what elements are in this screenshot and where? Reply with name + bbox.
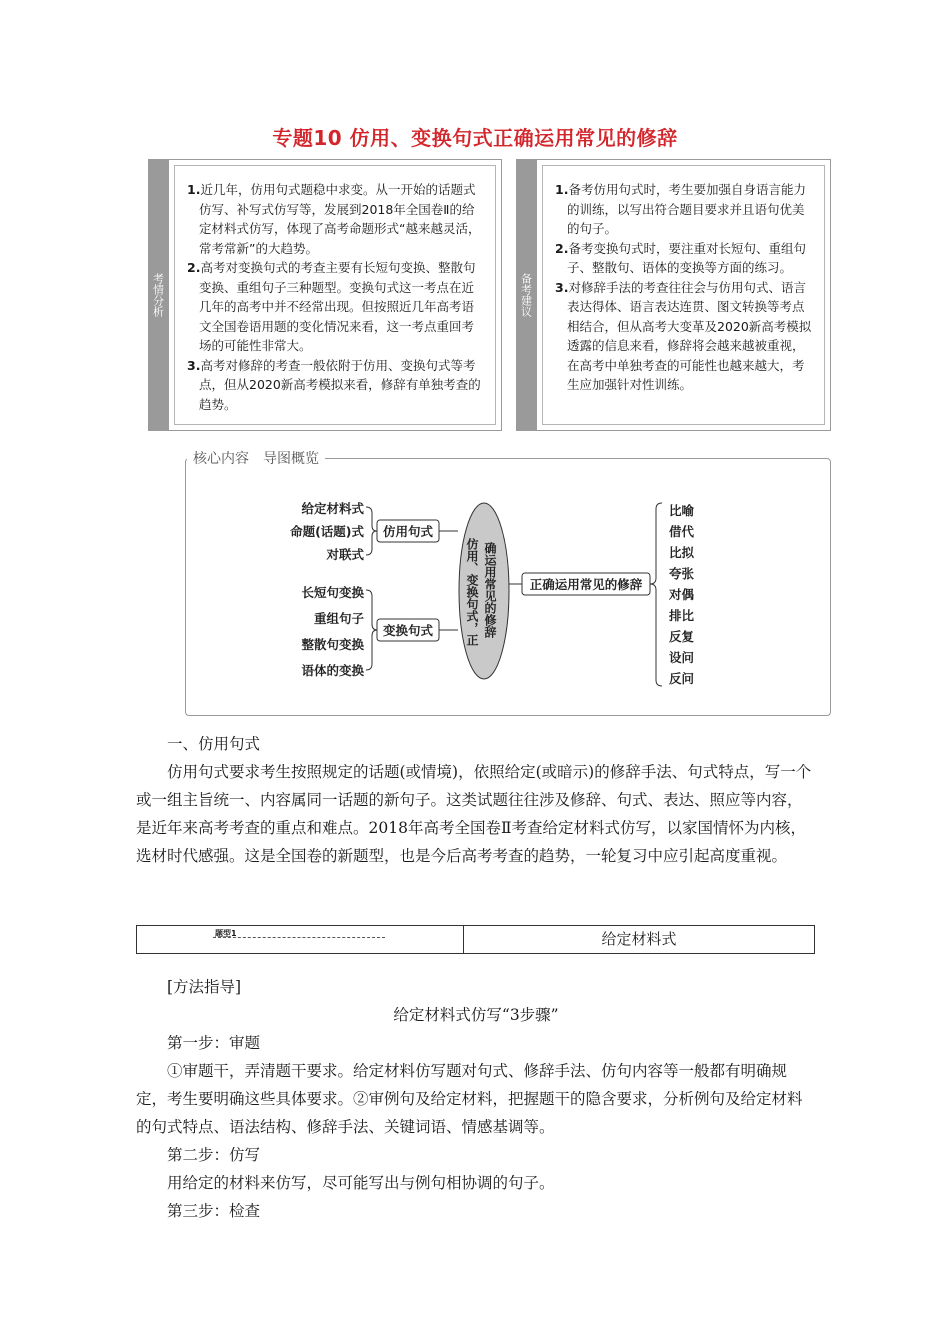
group2-item: 语体的变换 <box>301 663 364 678</box>
page-title: 专题10 仿用、变换句式正确运用常见的修辞 <box>272 126 678 150</box>
rhetoric-item: 排比 <box>669 608 695 623</box>
group2-label: 变换句式 <box>382 623 434 638</box>
group2-item: 整散句变换 <box>301 637 364 652</box>
group2-item: 长短句变换 <box>301 585 364 600</box>
rhetoric-item: 对偶 <box>669 587 695 602</box>
step1-heading: 第一步：审题 <box>167 1034 261 1052</box>
rhetoric-label: 正确运用常见的修辞 <box>529 577 643 592</box>
group1-brace <box>366 507 377 555</box>
step1-text: ①审题干，弄清题干要求。给定材料仿写题对句式、修辞手法、仿句内容等一般都有明确规定，考生要明确这些具体要求。②审例句及给定材料，把握题干的隐含要求，分析例句及给定材料的句式特点、语法结构、修辞手法、关键词语、情感基调等。 <box>136 1062 803 1136</box>
rhetoric-item: 比喻 <box>669 503 695 518</box>
rhetoric-item: 比拟 <box>669 545 695 560</box>
method-body <box>136 973 816 1225</box>
suggestion-item: 2.备考变换句式时，要注重对长短句、重组句子、整散句、语体的变换等方面的练习。 <box>555 240 806 275</box>
analysis-item: 3.高考对修辞的考查一般依附于仿用、变换句式等考点，但从2020新高考模拟来看，修辞有单独考查的趋势。 <box>187 357 481 412</box>
group1-item: 对联式 <box>326 547 364 562</box>
type-table <box>136 925 815 954</box>
section-body <box>136 730 816 870</box>
analysis-item: 2.高考对变换句式的考查主要有长短句变换、整散句变换、重组句子三种题型。变换句式这一考点在近几年的高考中并不经常出现。但按照近几年高考语文全国卷语用题的变化情况来看，这一考点重回考场的可能性非常大。 <box>187 260 476 353</box>
center-text-col2: 确运用常见的修辞 <box>483 542 497 638</box>
group2-item: 重组句子 <box>313 611 364 626</box>
section-heading: 一、仿用句式 <box>167 735 261 753</box>
type-tag-cell <box>137 926 464 953</box>
suggestion-tab: 备考建议 <box>516 159 536 431</box>
rhetoric-item: 反问 <box>669 671 695 686</box>
step2-heading: 第二步：仿写 <box>167 1146 261 1164</box>
rhetoric-item: 夸张 <box>669 566 695 581</box>
analysis-tab: 考情分析 <box>148 159 168 431</box>
step2-text: 用给定的材料来仿写，尽可能写出与例句相协调的句子。 <box>167 1174 555 1192</box>
group1-item: 命题(话题)式 <box>290 524 364 539</box>
method-subtitle: 给定材料式仿写“3步骤” <box>393 1006 559 1024</box>
method-guide: [方法指导] <box>167 978 242 996</box>
rhetoric-item: 反复 <box>669 629 695 644</box>
type-label: 给定材料式 <box>601 930 677 948</box>
rhetoric-item: 借代 <box>669 524 695 539</box>
group2-brace <box>366 590 377 670</box>
group1-label: 仿用句式 <box>382 524 434 539</box>
mindmap-header: 核心内容 导图概览 <box>187 448 325 468</box>
suggestion-item: 1.备考仿用句式时，考生要加强自身语言能力的训练，以写出符合题目要求并且语句优美的句子。 <box>555 182 806 236</box>
suggestion-item: 3.对修辞手法的考查往往会与仿用句式、语言表达得体、语言表达连贯、图文转换等考点相结合，但从高考大变革及2020新高考模拟透露的信息来看，修辞将会越来越被重视，在高考中单独考查的可能性也越来越大，考生应加强针对性训练。 <box>555 279 812 392</box>
section-paragraph: 仿用句式要求考生按照规定的话题(或情境)，依照给定(或暗示)的修辞手法、句式特点，写一个或一组主旨统一、内容属同一话题的新句子。这类试题往往涉及修辞、句式、表达、照应等内容，是近年来高考考查的重点和难点。2018年高考全国卷Ⅱ考查给定材料式仿写，以家国情怀为内核，选材时代感强。这是全国卷的新题型，也是今后高考考查的趋势，一轮复习中应引起高度重视。 <box>136 763 812 865</box>
group1-item: 给定材料式 <box>301 501 364 516</box>
analysis-item: 1.近几年，仿用句式题稳中求变。从一开始的话题式仿写、补写式仿写等，发展到2018年全国卷Ⅱ的给定材料式仿写，体现了高考命题形式“越来越灵活，常考常新”的大趋势。 <box>187 182 481 256</box>
rhetoric-brace <box>650 503 662 686</box>
step3-heading: 第三步：检查 <box>167 1202 261 1220</box>
rhetoric-item: 设问 <box>669 650 695 665</box>
type-tag-underline <box>213 937 385 938</box>
center-text-col1: 仿用、变换句式，正 <box>465 538 479 646</box>
type-tag: 题型1 <box>215 929 237 938</box>
